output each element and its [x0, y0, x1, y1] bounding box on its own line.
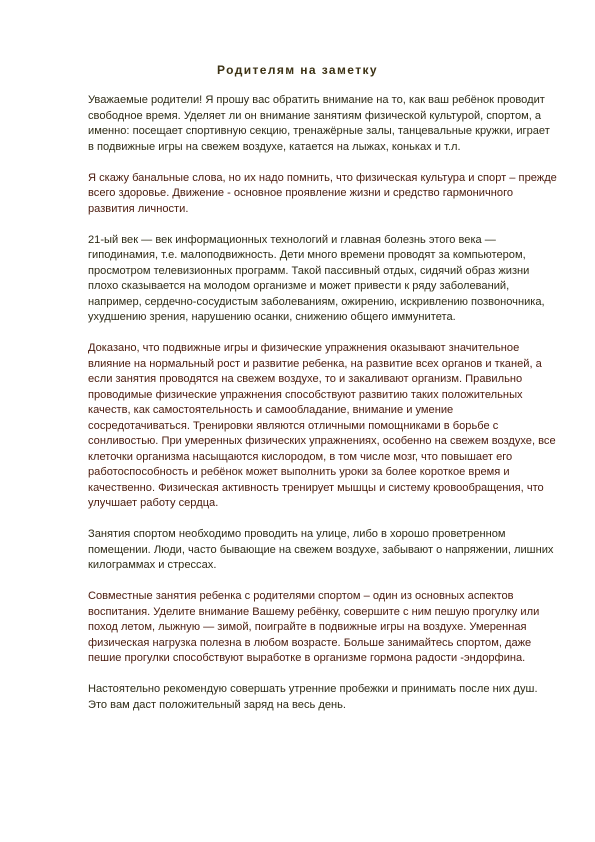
- paragraph-greeting: Уважаемые родители! Я прошу вас обратить внимание на то, как ваш ребёнок проводит свободное время. Уделяет ли он внимание занятиям физической культурой, спортом, а именно: посещает спортивную секцию, тренажёрные залы, танцевальные кружки, играет в подвижные игры на свежем воздухе, катается на лыжах, коньках и т.л.: [88, 94, 550, 153]
- paragraph-physical-culture: Я скажу банальные слова, но их надо помнить, что физическая культура и спорт – прежде всего здоровье. Движение - основное проявление жизни и средство гармоничного развития личности.: [88, 171, 557, 215]
- paragraph-joint-activities: Совместные занятия ребенка с родителями спортом – один из основных аспектов воспитания. Уделите внимание Вашему ребёнку, совершите с ним пешую прогулку или поход летом, лыжную — зимой, поиграйте в подвижные игры на воздухе. Умеренная физическая нагрузка полезна в любом возрасте. Больше занимайтесь спортом, даже пешие прогулки способствуют выработке в организме гормона радости -эндорфина.: [88, 590, 540, 664]
- document-body: [88, 93, 558, 729]
- paragraph-recommendation: Настоятельно рекомендую совершать утренние пробежки и принимать после них душ. Это вам даст положительный заряд на весь день.: [88, 683, 538, 711]
- page-title: Родителям на заметку: [217, 63, 378, 77]
- paragraph-benefits: Доказано, что подвижные игры и физические упражнения оказывают значительное влияние на нормальный рост и развитие ребенка, на развитие всех органов и тканей, а если занятия проводятся на свежем воздухе, то и закаливают организм. Правильно проводимые физические упражнения способствуют развитию таких положительных качеств, как самостоятельность и самообладание, внимание и умение сосредотачиваться. Тренировки являются отличными помощниками в борьбе с сонливостью. При умеренных физических упражнениях, особенно на свежем воздухе, все клеточки организма насыщаются кислородом, в том числе мозг, что повышает его работоспособность и ребёнок может выполнить уроки за более короткое время и качественно. Физическая активность тренирует мышцы и систему кровообращения, что улучшает работу сердца.: [88, 342, 556, 509]
- paragraph-outdoors: Занятия спортом необходимо проводить на улице, либо в хорошо проветренном помещении. Люди, часто бывающие на свежем воздухе, забывают о напряжении, лишних килограммах и стрессах.: [88, 528, 554, 571]
- paragraph-hypodynamia: 21-ый век — век информационных технологий и главная болезнь этого века — гиподинамия, т.е. малоподвижность. Дети много времени проводят за компьютером, просмотром телевизионных программ. Такой пассивный отдых, сидячий образ жизни плохо сказывается на молодом организме и может привести к ряду заболеваний, например, сердечно-сосудистым заболеваниям, ожирению, искривлению позвоночника, ухудшению зрения, нарушению осанки, снижению общего иммунитета.: [88, 233, 545, 323]
